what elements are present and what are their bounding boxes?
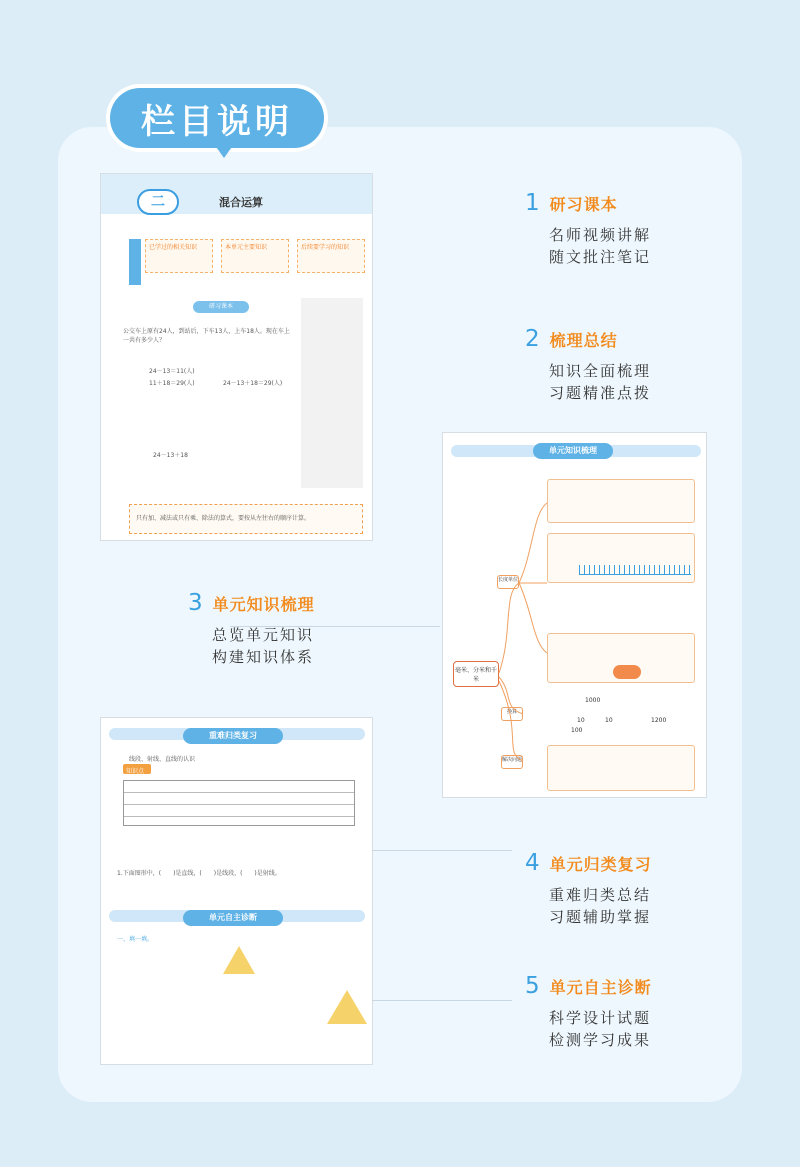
section-unit-review xyxy=(525,850,652,928)
ruler-illustration xyxy=(579,565,691,575)
main-knowledge-box: 本单元主要知识 xyxy=(221,239,289,273)
section-number: 3 xyxy=(188,590,203,616)
section-line: 习题精准点拨 xyxy=(549,384,652,402)
section-name: 单元自主诊断 xyxy=(549,977,652,997)
chapter-title: 混合运算 xyxy=(219,196,263,209)
conversion-1200: 1200 xyxy=(651,717,667,724)
review-question: 1.下面图形中，( )是直线，( )是线段，( )是射线。 xyxy=(117,870,281,877)
diagnosis-subtitle: 一、填一填。 xyxy=(117,936,154,943)
side-tag xyxy=(129,239,141,285)
triangle-figure xyxy=(223,946,255,974)
equation-4: 24－13＋18 xyxy=(153,452,188,459)
connector-line xyxy=(372,850,512,851)
review-topic: 线段、射线、直线的认识 xyxy=(129,756,196,763)
mindmap-node-problem-solving: 解决问题 xyxy=(501,755,523,769)
summary-column xyxy=(301,298,363,488)
thumbnail-unit-review xyxy=(100,717,373,1065)
section-line: 总览单元知识 xyxy=(212,626,315,644)
conversion-10a: 10 xyxy=(577,717,585,724)
section-line: 随文批注笔记 xyxy=(549,248,652,266)
section-name: 单元归类复习 xyxy=(549,854,652,874)
connector-line xyxy=(372,1000,512,1001)
later-knowledge-box: 后续要学习的知识 xyxy=(297,239,365,273)
knowledge-card xyxy=(547,533,695,583)
knowledge-label: 知识点 xyxy=(126,768,145,775)
knowledge-card xyxy=(547,745,695,791)
mindmap-node-length-unit: 长度单位 xyxy=(497,575,519,589)
mindmap-node-conversion: 换算 xyxy=(501,707,523,721)
known-knowledge-box: 已学过的相关知识 xyxy=(145,239,213,273)
question-text: 公交车上原有24人，到站后，下车13人，上车18人。现在车上一共有多少人？ xyxy=(123,328,290,344)
section-line: 重难归类总结 xyxy=(549,886,652,904)
section-line: 科学设计试题 xyxy=(549,1009,652,1027)
conversion-1000: 1000 xyxy=(585,697,601,704)
section-unit-knowledge xyxy=(188,590,315,668)
section-line: 习题辅助掌握 xyxy=(549,908,652,926)
section-name: 单元知识梳理 xyxy=(212,594,315,614)
section-number: 5 xyxy=(525,973,540,999)
conversion-10b: 10 xyxy=(605,717,613,724)
chapter-badge: 二 xyxy=(137,189,179,215)
equation-2: 11＋18＝29(人) xyxy=(149,380,195,387)
section-name: 研习课本 xyxy=(549,194,618,214)
thumbnail-title: 重难归类复习 xyxy=(183,728,283,744)
comparison-table xyxy=(123,780,355,826)
section-line: 构建知识体系 xyxy=(212,648,315,666)
track-illustration xyxy=(613,665,641,679)
section-self-diagnosis xyxy=(525,973,652,1051)
section-number: 1 xyxy=(525,190,540,216)
thumbnail-title-2: 单元自主诊断 xyxy=(183,910,283,926)
thumbnail-study-textbook xyxy=(100,173,373,541)
title-bubble xyxy=(110,88,324,148)
triangle-figure xyxy=(327,990,367,1024)
section-line: 名师视频讲解 xyxy=(549,226,652,244)
conversion-100: 100 xyxy=(571,727,583,734)
thumbnail-title: 单元知识梳理 xyxy=(533,443,613,459)
section-summary xyxy=(525,326,651,404)
equation-1: 24－13＝11(人) xyxy=(149,368,195,375)
thumbnail-unit-knowledge-map xyxy=(442,432,707,798)
equation-3: 24－13＋18＝29(人) xyxy=(223,380,283,387)
section-line: 知识全面梳理 xyxy=(549,362,652,380)
section-number: 4 xyxy=(525,850,540,876)
section-name: 梳理总结 xyxy=(549,330,618,350)
page-title: 栏目说明 xyxy=(141,101,293,142)
study-pill: 研习课本 xyxy=(193,301,249,313)
knowledge-card xyxy=(547,479,695,523)
note-box: 只有加、减法或只有乘、除法的算式，要按从左往右的顺序计算。 xyxy=(129,504,363,534)
section-number: 2 xyxy=(525,326,540,352)
section-study-textbook xyxy=(525,190,651,268)
section-line: 检测学习成果 xyxy=(549,1031,652,1049)
mindmap-center: 毫米、分米和千米 xyxy=(453,661,499,687)
